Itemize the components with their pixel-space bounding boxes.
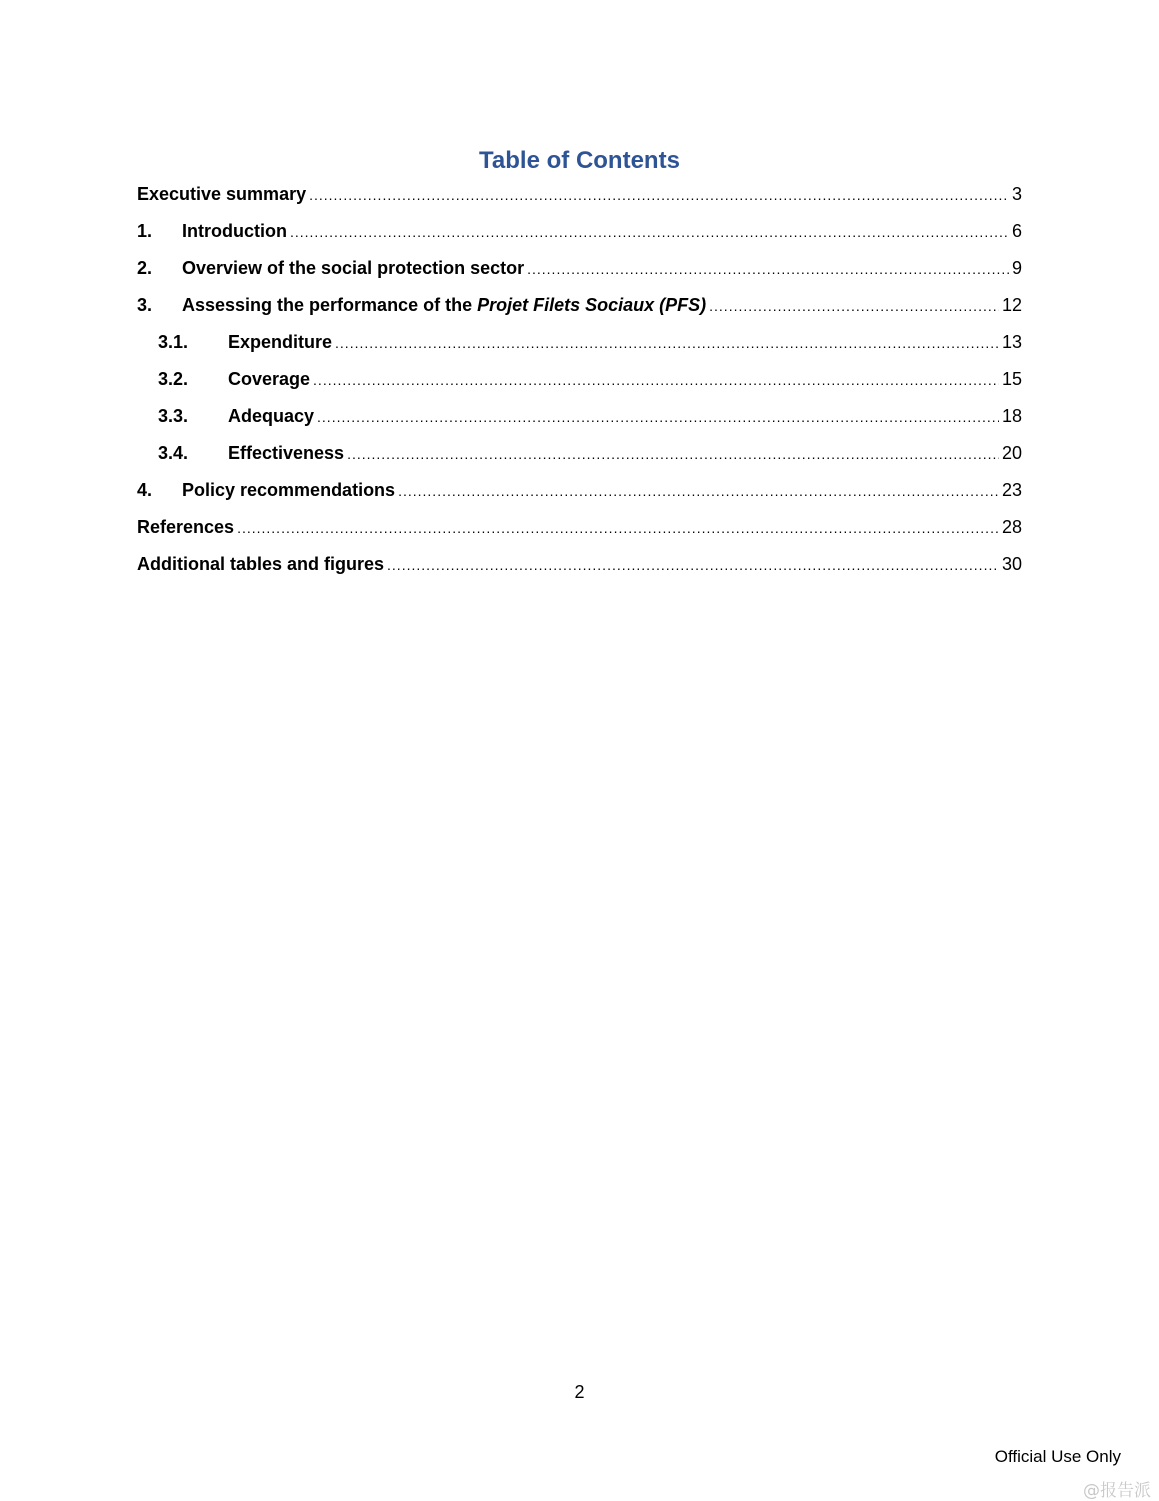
toc-entry-page: 23	[1001, 480, 1022, 500]
toc-dot-leader	[335, 327, 999, 359]
toc-entry-label-prefix: Assessing the performance of the	[182, 295, 478, 315]
toc-title: Table of Contents	[479, 147, 680, 174]
toc-entry-adequacy[interactable]	[137, 400, 1022, 437]
watermark: @报告派	[1083, 1481, 1151, 1501]
toc-dot-leader	[347, 438, 999, 470]
toc-entry-label: Coverage	[228, 369, 311, 389]
page-number: 2	[574, 1382, 585, 1402]
toc-entry-effectiveness[interactable]	[137, 437, 1022, 474]
toc-entry-page: 3	[1011, 184, 1022, 204]
toc-entry-label: Additional tables and figures	[137, 554, 385, 574]
toc-entry-page: 28	[1001, 517, 1022, 537]
toc-entry-page: 12	[1001, 295, 1022, 315]
toc-entry-page: 13	[1001, 332, 1022, 352]
toc-entry-label: Executive summary	[137, 184, 307, 204]
toc-dot-leader	[527, 253, 1009, 285]
toc-entry-label: Expenditure	[228, 332, 333, 352]
toc-entry-number: 1.	[137, 221, 153, 241]
toc-entry-number: 3.4.	[158, 443, 189, 463]
toc-dot-leader	[313, 364, 999, 396]
toc-entry-page: 9	[1011, 258, 1022, 278]
toc-entry-number: 3.	[137, 295, 153, 315]
toc-entry-number: 3.1.	[158, 332, 189, 352]
toc-entry-label	[182, 289, 706, 321]
toc-entry-number: 4.	[137, 480, 153, 500]
toc-entry-executive-summary[interactable]	[137, 178, 1022, 215]
toc-dot-leader	[709, 290, 999, 322]
toc-entry-label: Effectiveness	[228, 443, 345, 463]
toc-dot-leader	[317, 401, 999, 433]
toc-entry-assessing-performance[interactable]	[137, 289, 1022, 326]
toc-entry-page: 6	[1011, 221, 1022, 241]
toc-entry-additional-tables[interactable]	[137, 548, 1022, 585]
toc-dot-leader	[398, 475, 999, 507]
toc-entry-label: Introduction	[182, 221, 287, 241]
toc-entry-label: Adequacy	[228, 406, 315, 426]
toc-entry-label: References	[137, 517, 235, 537]
toc-dot-leader	[309, 179, 1009, 211]
toc-entry-expenditure[interactable]	[137, 326, 1022, 363]
toc-entry-label: Overview of the social protection sector	[182, 258, 525, 278]
toc-entry-introduction[interactable]	[137, 215, 1022, 252]
toc-entry-references[interactable]	[137, 511, 1022, 548]
toc-entry-page: 15	[1001, 369, 1022, 389]
toc-dot-leader	[237, 512, 999, 544]
toc-entry-page: 20	[1001, 443, 1022, 463]
toc-entry-label-italic: Projet Filets Sociaux (PFS)	[477, 295, 707, 315]
toc-entry-number: 3.2.	[158, 369, 189, 389]
toc-entry-coverage[interactable]	[137, 363, 1022, 400]
toc-entry-number: 2.	[137, 258, 153, 278]
toc-entry-overview[interactable]	[137, 252, 1022, 289]
toc-entry-policy-recommendations[interactable]	[137, 474, 1022, 511]
toc-dot-leader	[290, 216, 1009, 248]
toc-dot-leader	[387, 549, 999, 581]
classification-label: Official Use Only	[994, 1447, 1121, 1466]
toc-entry-label: Policy recommendations	[182, 480, 396, 500]
toc-entry-page: 30	[1001, 554, 1022, 574]
toc-entry-page: 18	[1001, 406, 1022, 426]
toc-list	[137, 178, 1022, 585]
toc-entry-number: 3.3.	[158, 406, 189, 426]
